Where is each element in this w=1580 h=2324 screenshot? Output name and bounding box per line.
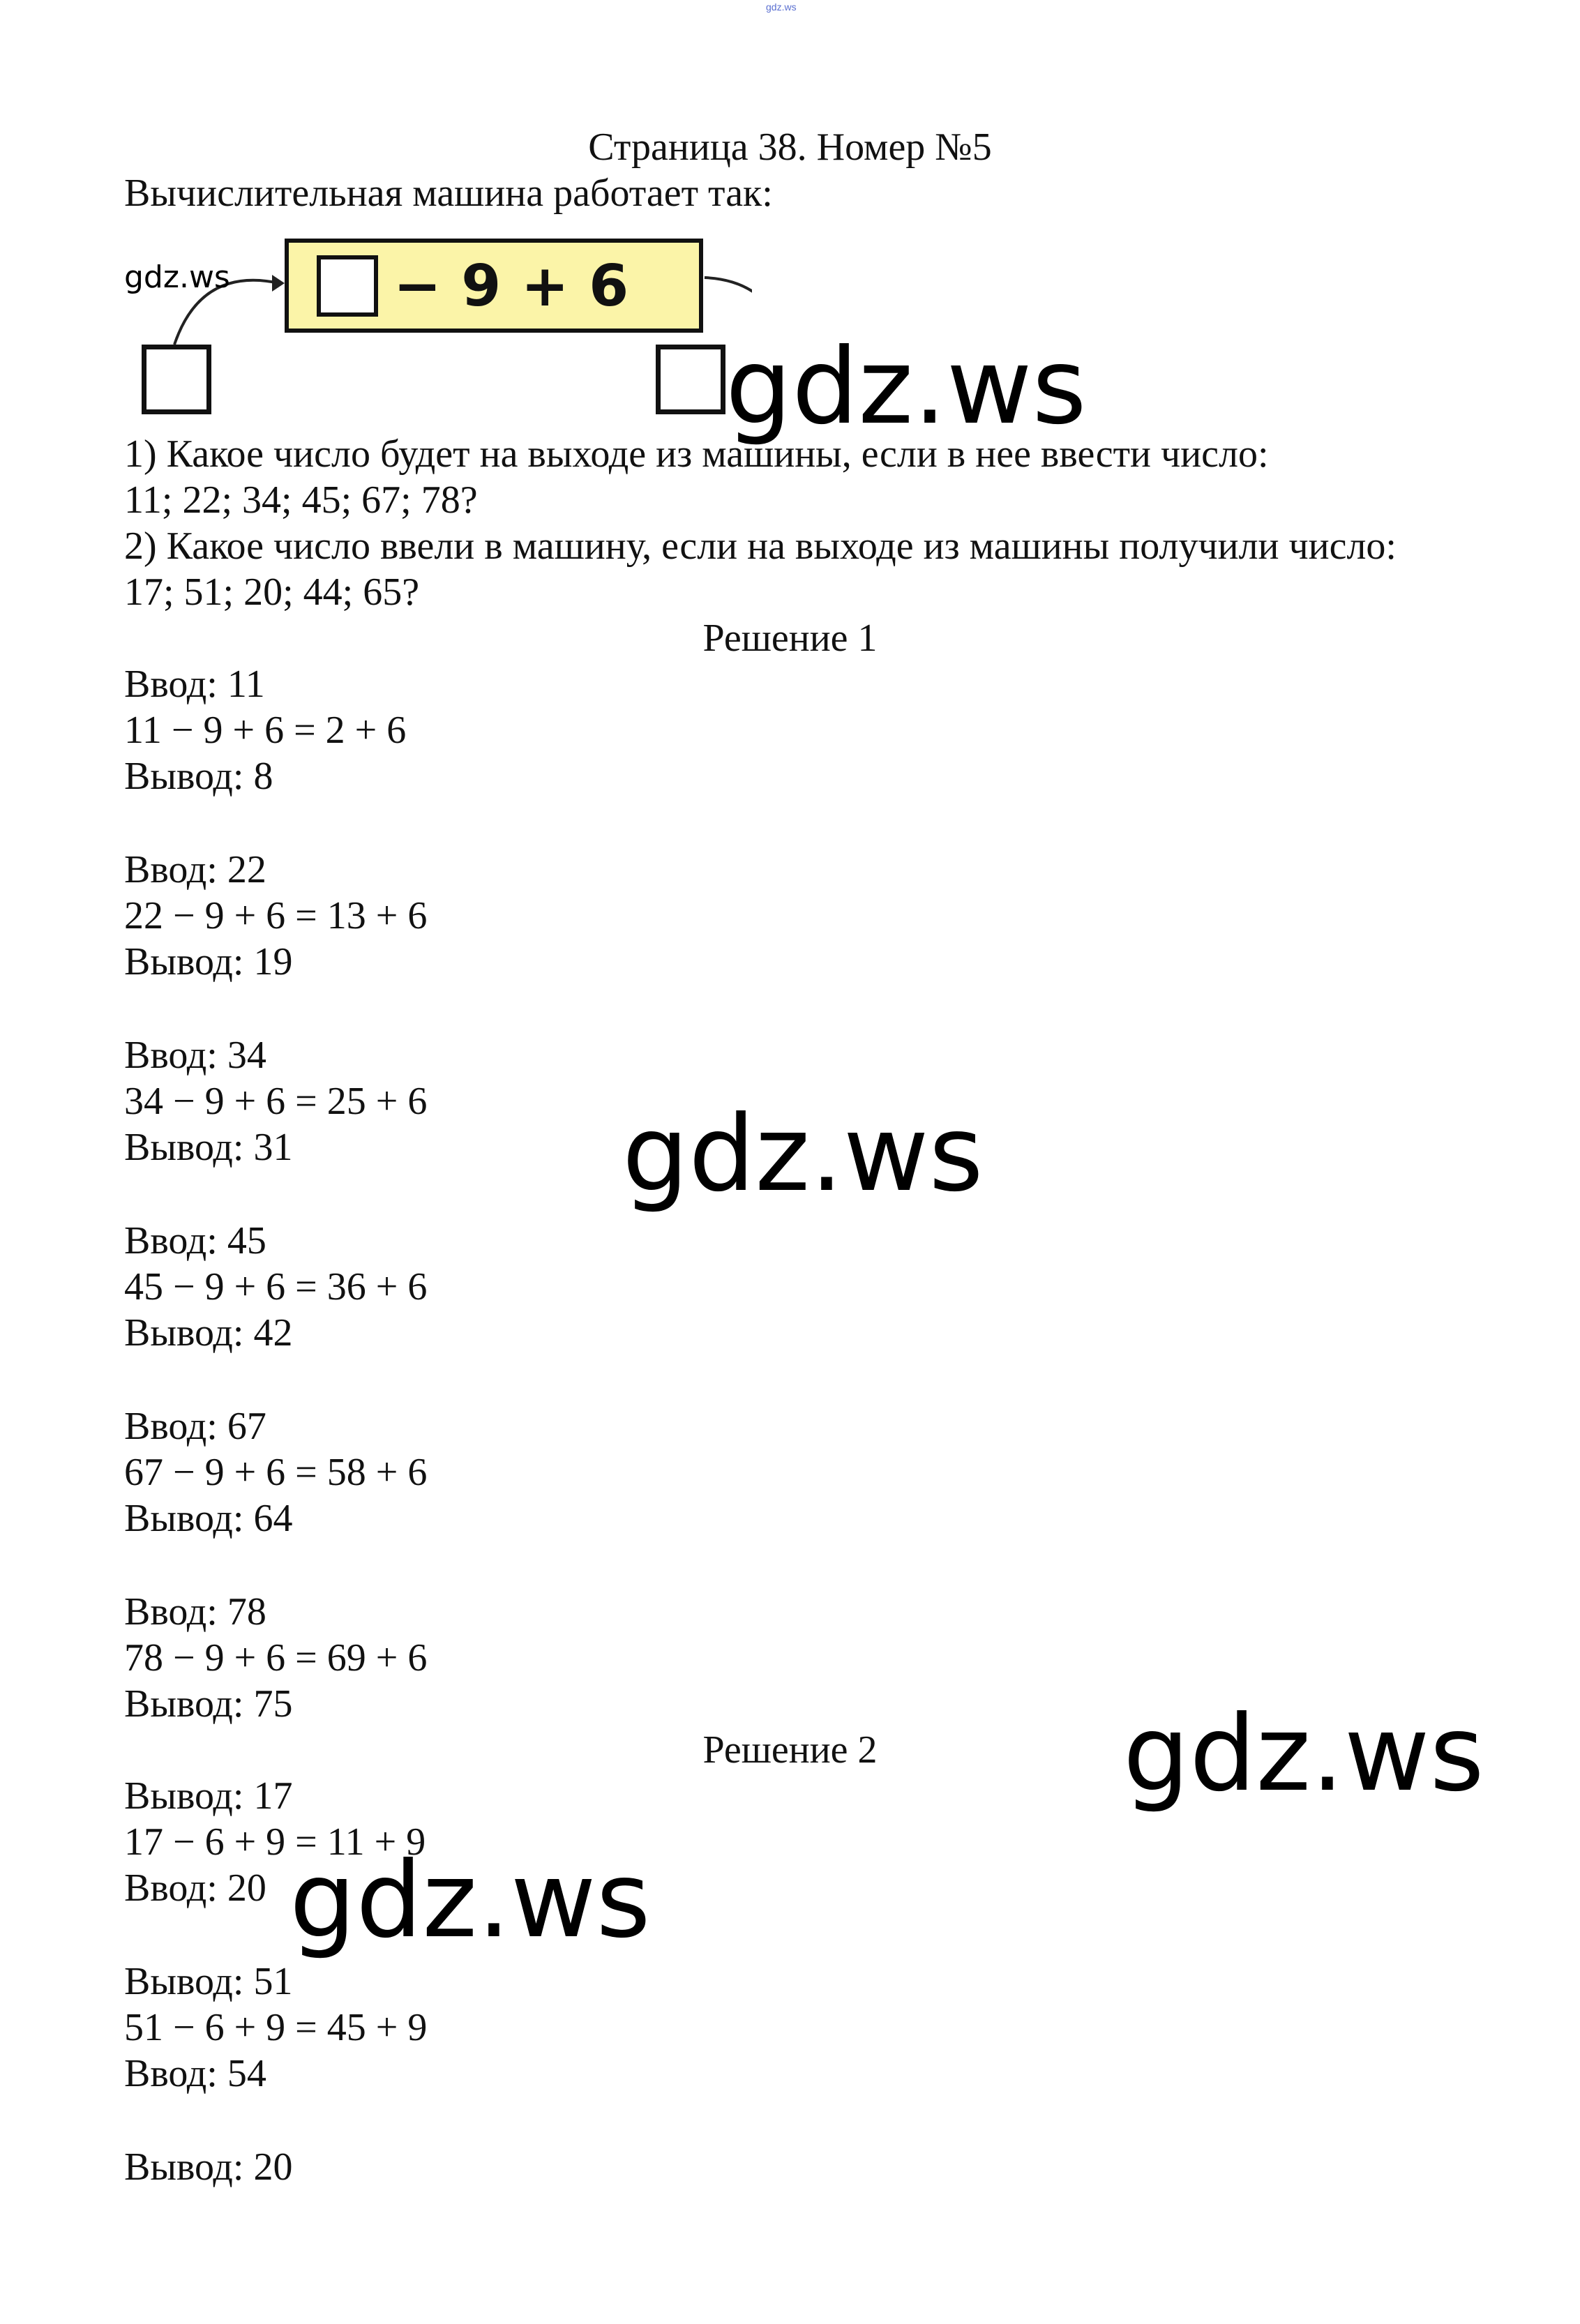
s1-block2-input: Ввод: 22 — [124, 848, 266, 891]
s1-block6-input: Ввод: 78 — [124, 1590, 266, 1633]
watermark-2: gdz.ws — [622, 1094, 984, 1215]
s1-block3-output: Вывод: 31 — [124, 1126, 293, 1169]
watermark-1: gdz.ws — [725, 326, 1087, 448]
s1-block1-output: Вывод: 8 — [124, 755, 273, 798]
intro-text: Вычислительная машина работает так: — [124, 172, 773, 215]
s1-block3-calc: 34 − 9 + 6 = 25 + 6 — [124, 1080, 428, 1123]
top-watermark: gdz.ws — [766, 1, 797, 13]
s2-block1-output: Вывод: 17 — [124, 1774, 293, 1818]
machine-diagram — [124, 225, 752, 427]
question-1: 1) Какое число будет на выходе из машины, если в нее ввести число: — [124, 432, 1269, 476]
s1-block3-input: Ввод: 34 — [124, 1034, 266, 1077]
s2-block2-calc: 51 − 6 + 9 = 45 + 9 — [124, 2006, 428, 2049]
watermark-4: gdz.ws — [289, 1840, 651, 1961]
solution-2-heading: Решение 2 — [702, 1728, 878, 1772]
s1-block2-output: Вывод: 19 — [124, 940, 293, 983]
question-1-values: 11; 22; 34; 45; 67; 78? — [124, 478, 478, 522]
s1-block5-calc: 67 − 9 + 6 = 58 + 6 — [124, 1451, 428, 1494]
watermark-3: gdz.ws — [1123, 1693, 1484, 1815]
s2-block2-input: Ввод: 54 — [124, 2052, 266, 2095]
s1-block6-calc: 78 − 9 + 6 = 69 + 6 — [124, 1636, 428, 1680]
diagram-watermark: gdz.ws — [124, 259, 230, 295]
s1-block6-output: Вывод: 75 — [124, 1682, 293, 1726]
s1-block4-calc: 45 − 9 + 6 = 36 + 6 — [124, 1265, 428, 1308]
solution-1-heading: Решение 1 — [702, 617, 878, 660]
s2-block3-output: Вывод: 20 — [124, 2145, 293, 2189]
question-2: 2) Какое число ввели в машину, если на выходе из машины получили число: — [124, 525, 1397, 568]
s1-block2-calc: 22 − 9 + 6 = 13 + 6 — [124, 894, 428, 937]
s1-block4-input: Ввод: 45 — [124, 1219, 266, 1262]
s1-block1-input: Ввод: 11 — [124, 663, 265, 706]
s2-block2-output: Вывод: 51 — [124, 1960, 293, 2003]
s1-block5-input: Ввод: 67 — [124, 1405, 266, 1448]
question-2-values: 17; 51; 20; 44; 65? — [124, 571, 420, 614]
page-title: Страница 38. Номер №5 — [588, 126, 992, 169]
s2-block1-calc: 17 − 6 + 9 = 11 + 9 — [124, 1820, 426, 1864]
s1-block4-output: Вывод: 42 — [124, 1311, 293, 1355]
machine-operation: − 9 + 6 — [393, 253, 629, 319]
s2-block1-input: Ввод: 20 — [124, 1866, 266, 1910]
s1-block1-calc: 11 − 9 + 6 = 2 + 6 — [124, 709, 407, 752]
curved-output-arrow — [124, 225, 752, 427]
s1-block5-output: Вывод: 64 — [124, 1497, 293, 1540]
